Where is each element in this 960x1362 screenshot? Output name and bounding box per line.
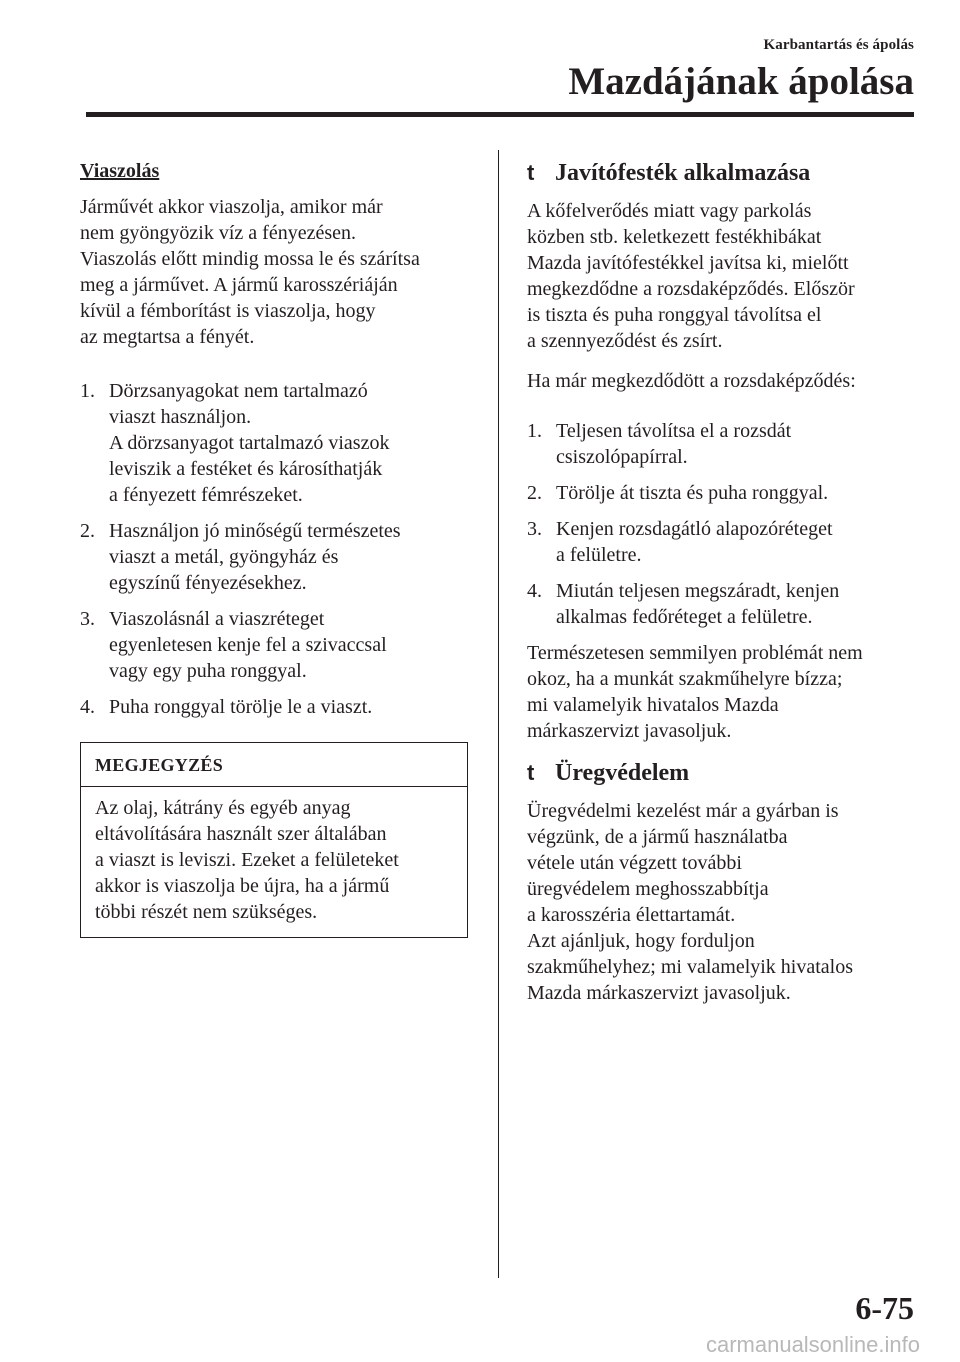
- text-line: Dörzsanyagokat nem tartalmazó: [109, 380, 368, 402]
- text-line: Azt ajánljuk, hogy forduljon: [527, 930, 755, 952]
- text-line: alkalmas fedőréteget a felületre.: [556, 606, 813, 628]
- list-item: [527, 418, 927, 470]
- text-line: kívül a fémborítást is viaszolja, hogy: [80, 300, 376, 322]
- text-line: egyenletesen kenje fel a szivaccsal: [109, 634, 387, 656]
- list-item: [80, 378, 480, 508]
- text-line: is tiszta és puha ronggyal távolítsa el: [527, 304, 822, 326]
- text-line: Törölje át tiszta és puha ronggyal.: [556, 482, 829, 504]
- text-line: Kenjen rozsdagátló alapozóréteget: [556, 518, 833, 540]
- watermark: carmanualsonline.info: [705, 1332, 920, 1357]
- text-line: eltávolítására használt szer általában: [95, 823, 387, 845]
- running-header-section: Karbantartás és ápolás: [763, 37, 914, 53]
- text-line: Teljesen távolítsa el a rozsdát: [556, 420, 792, 442]
- section-heading-cavity-protection: [527, 758, 927, 788]
- text-line: Használjon jó minőségű természetes: [109, 520, 401, 542]
- step-number: 1.: [80, 380, 95, 402]
- text-line: a szennyeződést és zsírt.: [527, 330, 723, 352]
- list-item: [80, 694, 480, 720]
- text-line: szakműhelyhez; mi valamelyik hivatalos: [527, 956, 854, 978]
- text-line: többi részét nem szükséges.: [95, 901, 318, 923]
- page-number: 6-75: [855, 1290, 914, 1326]
- list-item: [80, 518, 480, 596]
- text-line: Üregvédelmi kezelést már a gyárban is: [527, 800, 839, 822]
- note-title: MEGJEGYZÉS: [81, 743, 467, 787]
- list-item: [527, 516, 927, 568]
- column-divider: [498, 150, 499, 1278]
- section-heading-text: Üregvédelem: [555, 760, 690, 786]
- note-body: [81, 787, 467, 937]
- text-line: a karosszéria élettartamát.: [527, 904, 736, 926]
- text-line: vagy egy puha ronggyal.: [109, 660, 307, 682]
- text-line: Az olaj, kátrány és egyéb anyag: [95, 797, 351, 819]
- cavity-protection-body: [527, 798, 927, 1006]
- text-line: akkor is viaszolja be újra, ha a jármű: [95, 875, 390, 897]
- text-line: közben stb. keletkezett festékhibákat: [527, 226, 822, 248]
- waxing-steps: [80, 378, 480, 720]
- text-line: viaszt használjon.: [109, 406, 252, 428]
- step-number: 2.: [80, 520, 95, 542]
- step-number: 3.: [527, 518, 542, 540]
- left-column: [80, 158, 480, 938]
- section-heading-touch-up-paint: [527, 158, 927, 188]
- right-column: [527, 158, 927, 1006]
- rust-lead: Ha már megkezdődött a rozsdaképződés:: [527, 370, 856, 392]
- text-line: Miután teljesen megszáradt, kenjen: [556, 580, 840, 602]
- section-heading-text: Javítófesték alkalmazása: [555, 160, 811, 186]
- step-number: 1.: [527, 420, 542, 442]
- text-line: az megtartsa a fényét.: [80, 326, 255, 348]
- text-line: vétele után végzett további: [527, 852, 742, 874]
- step-number: 3.: [80, 608, 95, 630]
- text-line: Viaszolás előtt mindig mossa le és szárítsa: [80, 248, 420, 270]
- text-line: Puha ronggyal törölje le a viaszt.: [109, 696, 373, 718]
- list-item: [527, 480, 927, 506]
- step-number: 4.: [527, 580, 542, 602]
- waxing-intro: [80, 194, 480, 350]
- touch-up-outro: [527, 640, 927, 744]
- text-line: a felületre.: [556, 544, 642, 566]
- text-line: csiszolópapírral.: [556, 446, 688, 468]
- text-line: márkaszervizt javasoljuk.: [527, 720, 732, 742]
- step-number: 2.: [527, 482, 542, 504]
- touch-up-intro: [527, 198, 927, 354]
- text-line: egyszínű fényezésekhez.: [109, 572, 307, 594]
- section-bullet-icon: t: [527, 160, 535, 185]
- text-line: üregvédelem meghosszabbítja: [527, 878, 769, 900]
- text-line: a fényezett fémrészeket.: [109, 484, 303, 506]
- page-title: Mazdájának ápolása: [568, 60, 914, 103]
- text-line: Természetesen semmilyen problémát nem: [527, 642, 863, 664]
- text-line: A dörzsanyagot tartalmazó viaszok: [109, 432, 390, 454]
- text-line: leviszik a festéket és károsíthatják: [109, 458, 383, 480]
- text-line: végzünk, de a jármű használatba: [527, 826, 788, 848]
- text-line: okoz, ha a munkát szakműhelyre bízza;: [527, 668, 843, 690]
- list-item: [527, 578, 927, 630]
- text-line: a viaszt is leviszi. Ezeket a felületeket: [95, 849, 399, 871]
- header-rule: [86, 112, 914, 117]
- step-number: 4.: [80, 696, 95, 718]
- text-line: Mazda márkaszervizt javasoljuk.: [527, 982, 791, 1004]
- text-line: A kőfelverődés miatt vagy parkolás: [527, 200, 812, 222]
- list-item: [80, 606, 480, 684]
- text-line: nem gyöngyözik víz a fényezésen.: [80, 222, 357, 244]
- note-box: [80, 742, 468, 938]
- text-line: viaszt a metál, gyöngyház és: [109, 546, 339, 568]
- text-line: Járművét akkor viaszolja, amikor már: [80, 196, 383, 218]
- text-line: meg a járművet. A jármű karosszériáján: [80, 274, 398, 296]
- text-line: mi valamelyik hivatalos Mazda: [527, 694, 779, 716]
- text-line: megkezdődne a rozsdaképződés. Először: [527, 278, 855, 300]
- text-line: Mazda javítófestékkel javítsa ki, mielőtt: [527, 252, 849, 274]
- section-bullet-icon: t: [527, 760, 535, 785]
- text-line: Viaszolásnál a viaszréteget: [109, 608, 325, 630]
- section-heading-waxing: Viaszolás: [80, 160, 160, 182]
- rust-steps: [527, 418, 927, 630]
